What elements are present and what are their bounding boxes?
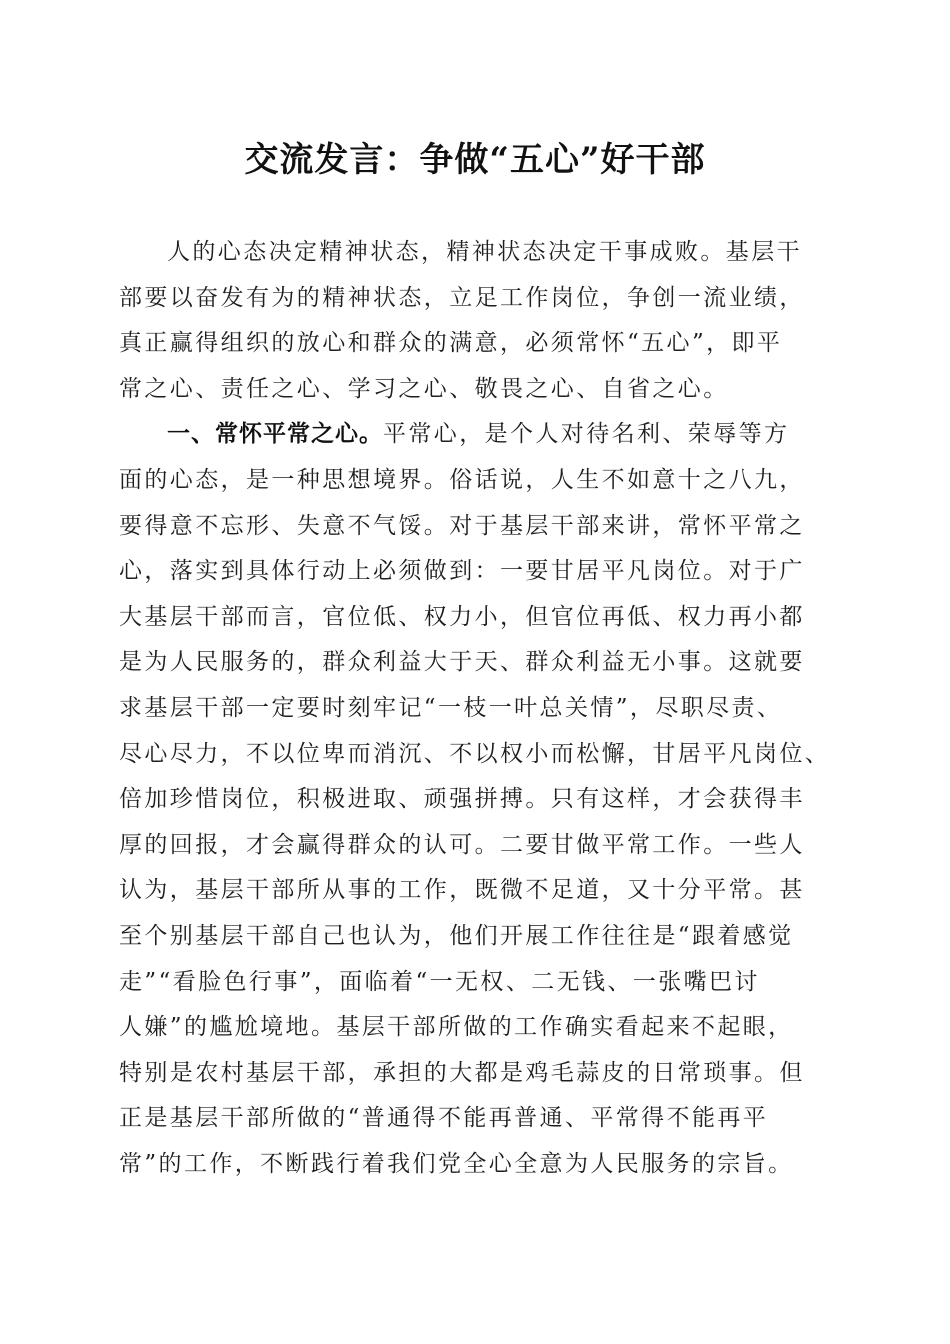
document-body — [119, 230, 829, 1187]
document-title: 交流发言：争做“五心”好干部 — [244, 140, 706, 180]
paragraph-line: 人嫌”的尴尬境地。基层干部所做的工作确实看起来不起眼， — [119, 1014, 794, 1041]
paragraph-line: 是为人民服务的，群众利益大于天、群众利益无小事。这就要 — [119, 649, 805, 676]
paragraph-line: 常之心、责任之心、学习之心、敬畏之心、自省之心。 — [119, 375, 729, 402]
paragraph-line: 大基层干部而言，官位低、权力小，但官位再低、权力再小都 — [119, 603, 805, 630]
paragraph-line: 常”的工作，不断践行着我们党全心全意为人民服务的宗旨。 — [119, 1150, 794, 1177]
paragraph-line: 面的心态，是一种思想境界。俗话说，人生不如意十之八九， — [119, 466, 805, 493]
paragraph-line: 走”“看脸色行事”，面临着“一无权、二无钱、一张嘴巴讨 — [119, 968, 760, 995]
paragraph-line: 要得意不忘形、失意不气馁。对于基层干部来讲，常怀平常之 — [119, 512, 805, 539]
paragraph-line: 心，落实到具体行动上必须做到：一要甘居平凡岗位。对于广 — [119, 558, 805, 585]
section-first-line-text: 平常心，是个人对待名利、荣辱等方 — [383, 421, 790, 448]
paragraph-line: 真正赢得组织的放心和群众的满意，必须常怀“五心”，即平 — [119, 330, 783, 357]
paragraph-line: 倍加珍惜岗位，积极进取、顽强拼搏。只有这样，才会获得丰 — [119, 786, 805, 813]
section-first-line — [119, 412, 829, 458]
paragraph-line: 正是基层干部所做的“普通得不能再普通、平常得不能再平 — [119, 1105, 769, 1132]
paragraph-line: 人的心态决定精神状态，精神状态决定干事成败。基层干 — [167, 239, 802, 265]
paragraph-line: 尽心尽力，不以位卑而消沉、不以权小而松懈，甘居平凡岗位、 — [119, 740, 831, 767]
section-heading: 一、常怀平常之心。 — [167, 421, 383, 448]
paragraph-line: 厚的回报，才会赢得群众的认可。二要甘做平常工作。一些人 — [119, 831, 805, 858]
paragraph-line: 至个别基层干部自己也认为，他们开展工作往往是“跟着感觉 — [119, 922, 794, 949]
paragraph-line: 认为，基层干部所从事的工作，既微不足道，又十分平常。甚 — [119, 877, 805, 904]
paragraph-line: 求基层干部一定要时刻牢记“一枝一叶总关情”，尽职尽责、 — [119, 694, 783, 721]
paragraph-line: 特别是农村基层干部，承担的大都是鸡毛蒜皮的日常琐事。但 — [119, 1059, 805, 1086]
paragraph-line: 部要以奋发有为的精神状态，立足工作岗位，争创一流业绩， — [119, 284, 805, 311]
